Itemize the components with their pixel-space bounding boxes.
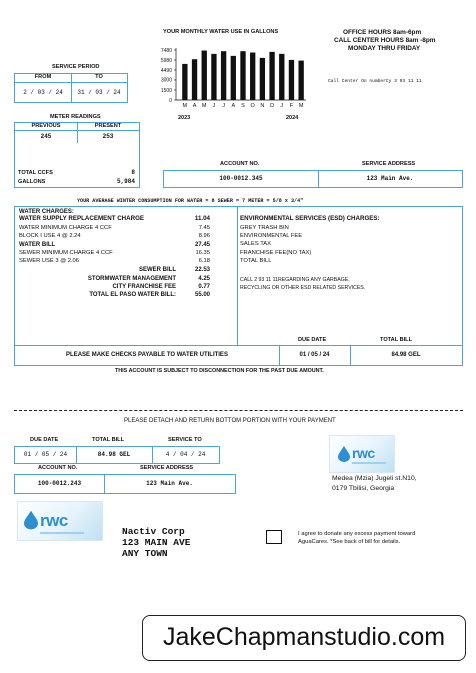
bar bbox=[269, 52, 274, 100]
esd-note-line2: RECYCLING OR OTHER ESD RELATED SERVICES. bbox=[240, 285, 366, 291]
bar bbox=[231, 56, 236, 100]
esd-item-franchise: FRANCHISE FEE(NO TAX) bbox=[240, 250, 312, 256]
supply-charge-value: 11.04 bbox=[194, 215, 210, 222]
detach-line bbox=[14, 410, 463, 411]
company-address-line1: Medea (Mzia) Jugeli st.N10, bbox=[332, 475, 417, 482]
block-use-value: 8.96 bbox=[198, 233, 210, 239]
service-period-title: SERVICE PERIOD bbox=[52, 64, 100, 70]
esd-charges-title: ENVIRONMENTAL SERVICES (ESD) CHARGES: bbox=[240, 215, 380, 222]
y-tick-label: 0 bbox=[169, 97, 172, 104]
esd-item-sales-tax: SALES TAX bbox=[240, 241, 272, 247]
call-center-hours: CALL CENTER HOURS 8am -8pm bbox=[334, 37, 436, 44]
gallons-value: 5,984 bbox=[116, 178, 135, 185]
water-charges-title: WATER CHARGES: bbox=[19, 209, 74, 215]
pay-note: PLEASE MAKE CHECKS PAYABLE TO WATER UTILITIES bbox=[66, 352, 228, 358]
chart-title: YOUR MONTHLY WATER USE IN GALLONS bbox=[163, 29, 279, 35]
gallons-label: GALLONS bbox=[18, 179, 46, 185]
x-tick-label: F bbox=[289, 103, 294, 109]
sewer-min-value: 16.35 bbox=[195, 250, 210, 256]
water-bill-value: 27.45 bbox=[194, 242, 210, 248]
water-drop-icon bbox=[24, 510, 38, 530]
franchise-fee-value: 0.77 bbox=[198, 284, 210, 290]
service-address-value: 123 Main Ave. bbox=[366, 175, 414, 182]
sewer-use-value: 6.18 bbox=[198, 258, 210, 264]
meter-prev-value: 245 bbox=[40, 133, 52, 140]
usage-chart bbox=[150, 42, 310, 122]
bar bbox=[250, 53, 255, 100]
x-tick-label: D bbox=[270, 103, 275, 109]
total-bill-label: TOTAL BILL bbox=[380, 337, 413, 343]
y-tick-label: 3000 bbox=[160, 77, 172, 84]
stub-due-value: 01 / 05 / 24 bbox=[23, 451, 68, 458]
donate-text-line1: I agree to donate any excess payment toward bbox=[298, 531, 416, 537]
meter-prev-label: PREVIOUS bbox=[31, 123, 61, 129]
y-tick-label: 7480 bbox=[160, 47, 172, 54]
service-to-value: 31 / 03 / 24 bbox=[77, 89, 121, 96]
x-tick-label: J bbox=[212, 103, 216, 109]
bar bbox=[289, 60, 294, 100]
service-address-label: SERVICE ADDRESS bbox=[362, 161, 416, 167]
account-no-value: 100-0012.345 bbox=[219, 175, 263, 182]
total-ccfs-label: TOTAL CCFS bbox=[18, 170, 53, 176]
water-min-label: WATER MINIMUM CHARGE 4 CCF bbox=[19, 225, 112, 231]
service-from-value: 2 / 03 / 24 bbox=[23, 89, 63, 96]
stormwater-label: STORMWATER MANAGEMENT bbox=[87, 276, 176, 282]
detach-instruction: PLEASE DETACH AND RETURN BOTTOM PORTION WITH YOUR PAYMENT bbox=[124, 418, 336, 424]
logo-text: rwc bbox=[40, 511, 68, 530]
stormwater-value: 4.25 bbox=[198, 276, 210, 282]
meter-pres-value: 253 bbox=[102, 133, 114, 140]
company-logo-large bbox=[17, 501, 103, 541]
stub-address-label: SERVICE ADDRESS bbox=[140, 465, 194, 471]
stub-total-value: 84.98 GEL bbox=[97, 451, 131, 458]
x-tick-label: S bbox=[241, 103, 245, 109]
service-from-label: FROM bbox=[34, 74, 52, 80]
x-tick-label: J bbox=[222, 103, 225, 109]
company-address-line2: 0179 Tbilisi, Georgia bbox=[332, 485, 395, 492]
customer-city: ANY TOWN bbox=[122, 548, 168, 559]
block-use-label: BLOCK I USE 4 @ 2.24 bbox=[19, 233, 81, 239]
x-tick-label: A bbox=[192, 103, 197, 109]
bar bbox=[211, 54, 216, 100]
water-drop-icon bbox=[338, 446, 350, 462]
call-center-number: Call Center On numberCy 3 93 11 11 bbox=[328, 79, 422, 84]
chart-year-end: 2024 bbox=[286, 115, 299, 121]
meter-readings-title: METER READINGS bbox=[50, 114, 101, 120]
stub-due-label: DUE DATE bbox=[30, 437, 59, 443]
account-no-label: ACCOUNT NO. bbox=[220, 161, 260, 167]
stub-address-value: 123 Main Ave. bbox=[146, 480, 193, 487]
stub-service-label: SERVICE TO bbox=[168, 437, 202, 443]
esd-item-trash: GREY TRASH BIN bbox=[240, 225, 289, 231]
y-tick-label: 4490 bbox=[160, 67, 172, 74]
water-bill-label: WATER BILL bbox=[19, 242, 56, 248]
total-ccfs-value: 8 bbox=[131, 169, 135, 176]
meter-pres-label: PRESENT bbox=[94, 123, 122, 129]
bar bbox=[298, 61, 303, 100]
y-tick-label: 1500 bbox=[160, 87, 172, 94]
sewer-bill-value: 22.53 bbox=[194, 267, 210, 273]
supply-charge-label: WATER SUPPLY REPLACEMENT CHARGE bbox=[19, 215, 145, 222]
esd-item-env-fee: ENVIRONMENTAL FEE bbox=[240, 233, 303, 239]
esd-item-total: TOTAL BILL bbox=[240, 258, 272, 264]
x-tick-label: O bbox=[250, 103, 255, 109]
company-logo bbox=[329, 435, 395, 473]
watermark-text: JakeChapmanstudio.com bbox=[162, 623, 446, 651]
bar bbox=[192, 59, 197, 100]
x-tick-label: M bbox=[201, 103, 207, 109]
bar bbox=[260, 58, 265, 100]
donate-checkbox[interactable] bbox=[266, 530, 282, 544]
total-water-bill-label: TOTAL EL PASO WATER BILL: bbox=[89, 292, 176, 298]
office-days: MONDAY THRU FRIDAY bbox=[348, 45, 421, 52]
x-tick-label: J bbox=[280, 103, 284, 109]
due-date-label: DUE DATE bbox=[298, 337, 327, 343]
customer-street: 123 MAIN AVE bbox=[122, 537, 191, 548]
bar bbox=[182, 64, 187, 100]
total-bill-value: 84.98 GEL bbox=[391, 352, 421, 358]
average-consumption: YOUR AVERAGE WINTER CONSUMPTION FOR WATER = 8 SEWER = 7 METER = 5/8 x 3/4" bbox=[77, 198, 304, 204]
bar bbox=[221, 51, 226, 100]
sewer-use-label: SEWER USE 3 @ 2.06 bbox=[19, 258, 80, 264]
bar bbox=[279, 54, 284, 100]
customer-name: Nactiv Corp bbox=[122, 526, 185, 537]
service-to-label: TO bbox=[95, 74, 103, 80]
disconnect-notice: THIS ACCOUNT IS SUBJECT TO DISCONNECTION FOR THE PAST DUE AMOUNT. bbox=[115, 368, 324, 374]
esd-note-line1: CALL 2 93 11 11REGARDING ANY GARBAGE, bbox=[240, 277, 350, 283]
logo-text: rwc bbox=[352, 445, 375, 461]
y-tick-label: 5980 bbox=[160, 57, 172, 64]
bar bbox=[202, 51, 207, 100]
x-tick-label: M bbox=[182, 103, 188, 109]
stub-account-label: ACCOUNT NO. bbox=[38, 465, 78, 471]
stub-service-value: 4 / 04 / 24 bbox=[165, 451, 206, 458]
x-tick-label: M bbox=[298, 103, 304, 109]
water-min-value: 7.45 bbox=[198, 225, 210, 231]
sewer-bill-label: SEWER BILL bbox=[139, 267, 176, 273]
x-tick-label: A bbox=[231, 103, 236, 109]
total-water-bill-value: 55.00 bbox=[194, 292, 210, 298]
sewer-min-label: SEWER MINIMUM CHARGE 4 CCF bbox=[19, 250, 113, 256]
x-tick-label: N bbox=[260, 103, 265, 109]
stub-account-value: 100-0012.243 bbox=[37, 480, 82, 487]
donate-text-line2: AguaCares. *See back of bill for details. bbox=[298, 539, 401, 545]
bar bbox=[240, 51, 245, 100]
office-hours: OFFICE HOURS 8am-6pm bbox=[343, 29, 422, 36]
franchise-fee-label: CITY FRANCHISE FEE bbox=[112, 284, 176, 290]
chart-year-start: 2023 bbox=[178, 115, 191, 121]
stub-total-label: TOTAL BILL bbox=[92, 437, 125, 443]
due-date-value: 01 / 05 / 24 bbox=[299, 352, 330, 358]
